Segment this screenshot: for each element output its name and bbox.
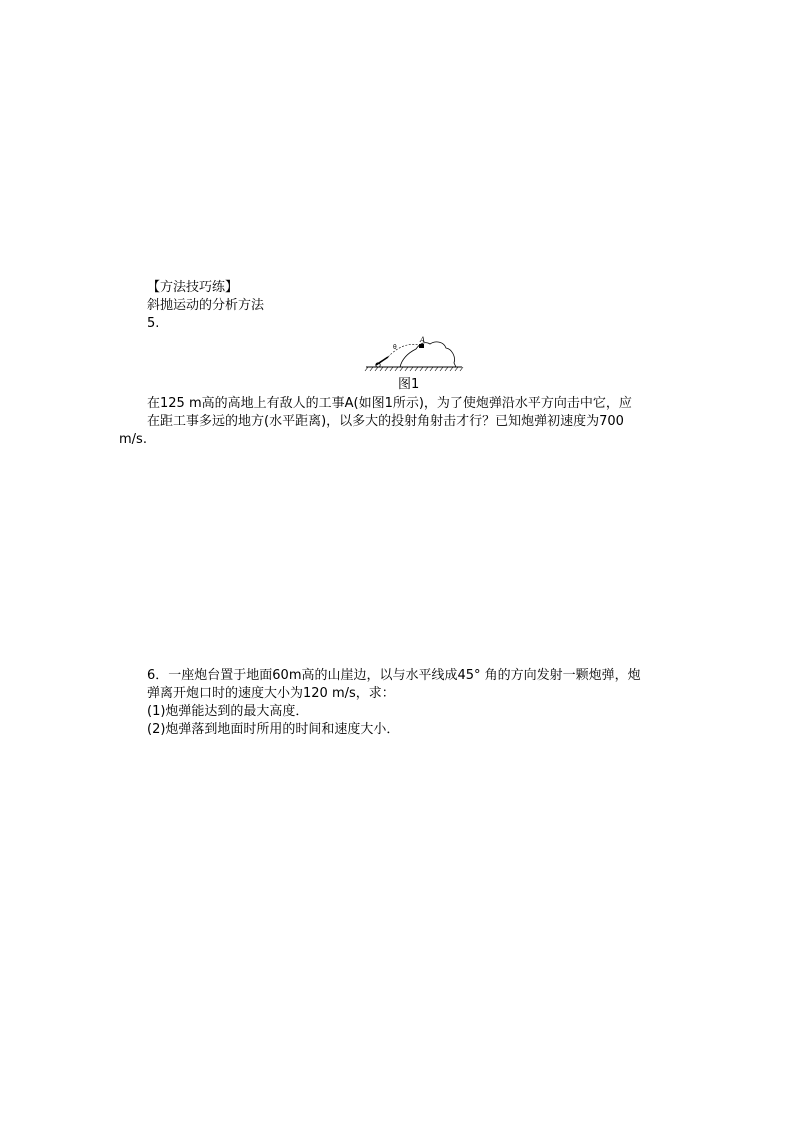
section-heading: 【方法技巧练】 (147, 280, 239, 295)
artillery-hill-illustration (364, 335, 464, 379)
point-a-label: A (420, 336, 426, 344)
cannon-barrel (376, 357, 388, 365)
hill-outline (400, 342, 456, 367)
enemy-fortification (419, 344, 424, 348)
figure-1-caption: 图1 (398, 377, 420, 392)
problem-6-part-1: (1)炮弹能达到的最大高度． (147, 704, 309, 719)
problem-5-line-3: m/s. (119, 432, 147, 447)
problem-5-line-1: 在125 m高的高地上有敌人的工事A(如图1所示)，为了使炮弹沿水平方向击中它，应 (147, 396, 632, 411)
problem-6-part-2: (2)炮弹落到地面时所用的时间和速度大小． (147, 722, 400, 737)
problem-5-line-2: 在距工事多远的地方(水平距离)，以多大的投射角射击才行？已知炮弹初速度为700 (147, 414, 624, 429)
problem-6-line-1: 6．一座炮台置于地面60m高的山崖边，以与水平线成45° 角的方向发射一颗炮弹，炮 (147, 668, 641, 683)
figure-1-artillery-hill (364, 335, 464, 379)
ground-hatching (365, 367, 463, 371)
problem-5-number: 5. (147, 316, 160, 331)
section-subheading: 斜抛运动的分析方法 (147, 298, 265, 313)
problem-6-line-2: 弹离开炮口时的速度大小为120 m/s，求： (147, 686, 395, 701)
angle-mark: θ (393, 344, 397, 351)
